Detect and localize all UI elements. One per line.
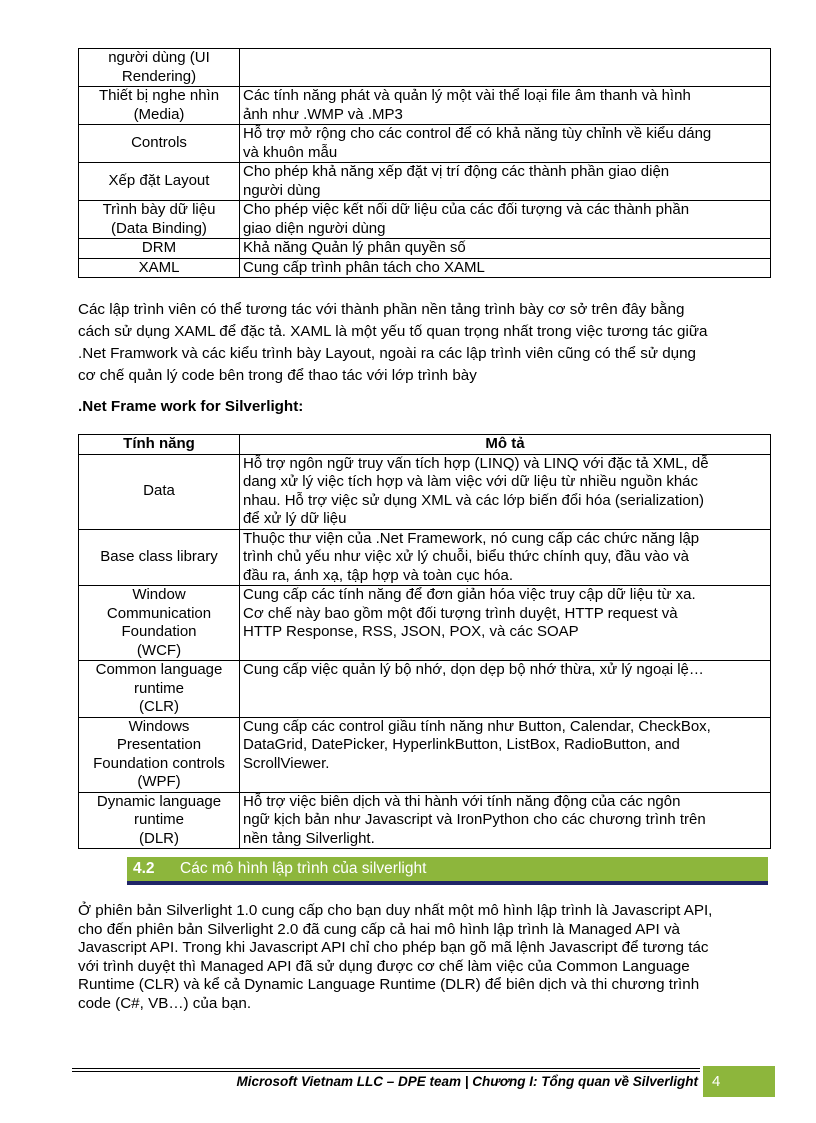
intro-paragraph <box>78 299 778 387</box>
net-framework-table-body <box>79 454 771 849</box>
feature-text: Thiết bị nghe nhìn <box>98 87 220 104</box>
feature-cell <box>79 239 240 259</box>
description-cell <box>240 258 771 278</box>
table-row <box>79 529 771 586</box>
feature-text: Window <box>132 586 186 603</box>
feature-text: Xếp đặt Layout <box>108 172 210 190</box>
feature-cell <box>79 454 240 529</box>
feature-text: Data <box>143 482 175 500</box>
table-row <box>79 201 771 239</box>
table-row <box>79 792 771 849</box>
description-text: giao diện người dùng <box>243 219 386 237</box>
net-framework-subheading: .Net Frame work for Silverlight: <box>78 398 304 415</box>
feature-text: Base class library <box>100 548 218 565</box>
description-text: ảnh như .WMP và .MP3 <box>243 105 403 123</box>
description-cell <box>240 792 771 849</box>
feature-cell <box>79 49 240 87</box>
description-text: Cung cấp việc quản lý bộ nhớ, dọn dẹp bộ nhớ thừa, xử lý ngoại lệ… <box>243 661 704 678</box>
description-cell <box>240 163 771 201</box>
feature-cell <box>79 163 240 201</box>
description-cell <box>240 239 771 259</box>
paragraph-line: code (C#, VB…) của bạn. <box>78 994 252 1012</box>
paragraph-line: Javascript API. Trong khi Javascript API chỉ cho phép bạn gõ mã lệnh Javascript để tương tác <box>78 939 709 956</box>
feature-text: runtime <box>133 679 185 697</box>
description-cell <box>240 201 771 239</box>
paragraph-line: cho đến phiên bản Silverlight 2.0 đã cung cấp cả hai mô hình lập trình là Managed API và <box>78 920 680 938</box>
description-text: Cung cấp các control giầu tính năng như Button, Calendar, CheckBox, <box>243 717 711 735</box>
description-text: DataGrid, DatePicker, HyperlinkButton, ListBox, RadioButton, and <box>243 736 680 753</box>
description-text: Các tính năng phát và quản lý một vài thể loại file âm thanh và hình <box>243 87 691 104</box>
feature-text: (Media) <box>133 105 185 123</box>
description-text: ngữ kịch bản như Javascript và IronPython cho các chương trình trên <box>243 811 706 828</box>
description-text: Khả năng Quản lý phân quyền số <box>243 239 466 256</box>
description-text: để xử lý dữ liệu <box>243 510 347 527</box>
feature-text: Foundation <box>121 623 197 640</box>
description-text: Cho phép việc kết nối dữ liệu của các đối tượng và các thành phần <box>243 201 690 218</box>
feature-text: Windows <box>128 717 190 735</box>
feature-cell <box>79 87 240 125</box>
description-text: Cơ chế này bao gồm một đối tượng trình duyệt, HTTP request và <box>243 604 678 622</box>
feature-cell <box>79 586 240 661</box>
feature-text: Rendering) <box>121 67 197 85</box>
feature-text: Presentation <box>116 736 202 753</box>
footer-divider <box>72 1071 700 1072</box>
feature-cell <box>79 661 240 718</box>
description-cell <box>240 717 771 792</box>
feature-cell <box>79 201 240 239</box>
feature-text: người dùng (UI <box>108 49 210 66</box>
description-cell <box>240 125 771 163</box>
feature-table-continued <box>78 48 771 278</box>
feature-text: DRM <box>141 239 177 256</box>
feature-cell <box>79 258 240 278</box>
column-header-description: Mô tả <box>240 435 771 455</box>
feature-text: XAML <box>138 258 180 276</box>
feature-text: Controls <box>131 134 187 152</box>
table-row <box>79 239 771 259</box>
footer-text: Microsoft Vietnam LLC – DPE team | Chương I: Tổng quan về Silverlight <box>236 1074 698 1089</box>
description-text: đầu ra, ánh xạ, tập hợp và toàn cục hóa. <box>243 566 514 584</box>
page-number: 4 <box>712 1073 721 1090</box>
table-header-row <box>79 435 771 455</box>
feature-table-continued-body <box>79 49 771 278</box>
section-title: Các mô hình lập trình của silverlight <box>180 860 427 877</box>
paragraph-line: Ở phiên bản Silverlight 1.0 cung cấp cho bạn duy nhất một mô hình lập trình là Javascript API, <box>78 902 713 919</box>
paragraph-line: .Net Framwork và các kiểu trình bày Layout, ngoài ra các lập trình viên cũng có thể sử dụng <box>78 345 696 362</box>
feature-text: (WPF) <box>137 773 181 790</box>
page-number-badge <box>703 1066 775 1097</box>
description-text: Hỗ trợ mở rộng cho các control để có khả năng tùy chỉnh về kiểu dáng <box>243 125 712 142</box>
net-framework-table <box>78 434 771 849</box>
feature-text: (DLR) <box>139 829 179 847</box>
feature-text: (WCF) <box>136 641 182 659</box>
description-text: Thuộc thư viện của .Net Framework, nó cung cấp các chức năng lập <box>243 529 700 547</box>
feature-cell <box>79 792 240 849</box>
description-text: người dùng <box>243 181 321 199</box>
description-cell <box>240 454 771 529</box>
description-cell <box>240 586 771 661</box>
feature-text: runtime <box>133 811 185 828</box>
feature-cell <box>79 529 240 586</box>
table-row <box>79 717 771 792</box>
table-row <box>79 163 771 201</box>
description-text: Cung cấp trình phân tách cho XAML <box>243 258 485 276</box>
section-number: 4.2 <box>133 860 155 877</box>
table-row <box>79 661 771 718</box>
feature-cell <box>79 125 240 163</box>
table-row <box>79 87 771 125</box>
table-row <box>79 125 771 163</box>
description-text: Cho phép khả năng xếp đặt vị trí động các thành phần giao diện <box>243 163 670 180</box>
feature-text: Trình bày dữ liệu <box>102 201 216 218</box>
table-row <box>79 258 771 278</box>
programming-models-paragraph <box>78 902 778 1013</box>
paragraph-line: với trình duyệt thì Managed API đã sử dụng được cơ chế làm việc của Common Language <box>78 957 690 975</box>
description-text: Hỗ trợ ngôn ngữ truy vấn tích hợp (LINQ) và LINQ với đặc tả XML, dễ <box>243 454 709 472</box>
description-cell <box>240 49 771 87</box>
description-cell <box>240 661 771 718</box>
table-row <box>79 454 771 529</box>
description-text: trình chủ yếu như việc xử lý chuỗi, biểu thức chính quy, đầu vào và <box>243 548 689 565</box>
feature-text: Foundation controls <box>93 754 225 772</box>
feature-text: Common language <box>95 661 223 678</box>
description-text: và khuôn mẫu <box>243 143 338 161</box>
description-cell <box>240 529 771 586</box>
description-text: nhau. Hỗ trợ việc sử dụng XML và các lớp biến đổi hóa (serialization) <box>243 491 705 509</box>
table-row <box>79 586 771 661</box>
feature-text: (Data Binding) <box>111 219 207 237</box>
description-text: HTTP Response, RSS, JSON, POX, và các SOAP <box>243 623 579 640</box>
feature-cell <box>79 717 240 792</box>
paragraph-line: Runtime (CLR) và kể cả Dynamic Language Runtime (DLR) để biên dịch và thi chương trình <box>78 976 700 993</box>
feature-text: Dynamic language <box>96 792 222 810</box>
description-cell <box>240 87 771 125</box>
column-header-feature: Tính năng <box>79 435 240 455</box>
feature-text: (CLR) <box>139 698 179 715</box>
description-text: Hỗ trợ việc biên dịch và thi hành với tính năng động của các ngôn <box>243 792 681 810</box>
feature-text: Communication <box>106 604 212 622</box>
paragraph-line: Các lập trình viên có thể tương tác với thành phần nền tảng trình bày cơ sở trên đây bằng <box>78 301 685 318</box>
description-text: dang xử lý việc tích hợp và làm việc với dữ liệu từ nhiều nguồn khác <box>243 473 699 490</box>
section-heading <box>127 857 768 885</box>
paragraph-line: cơ chế quản lý code bên trong để thao tác với lớp trình bày <box>78 367 477 384</box>
paragraph-line: cách sử dụng XAML để đặc tả. XAML là một yếu tố quan trọng nhất trong việc tương tác giữa <box>78 323 708 340</box>
description-text: ScrollViewer. <box>243 754 330 772</box>
description-text: Cung cấp các tính năng để đơn giản hóa việc truy cập dữ liệu từ xa. <box>243 586 696 603</box>
description-text: nền tảng Silverlight. <box>243 829 375 847</box>
footer-divider <box>72 1068 700 1069</box>
table-row <box>79 49 771 87</box>
